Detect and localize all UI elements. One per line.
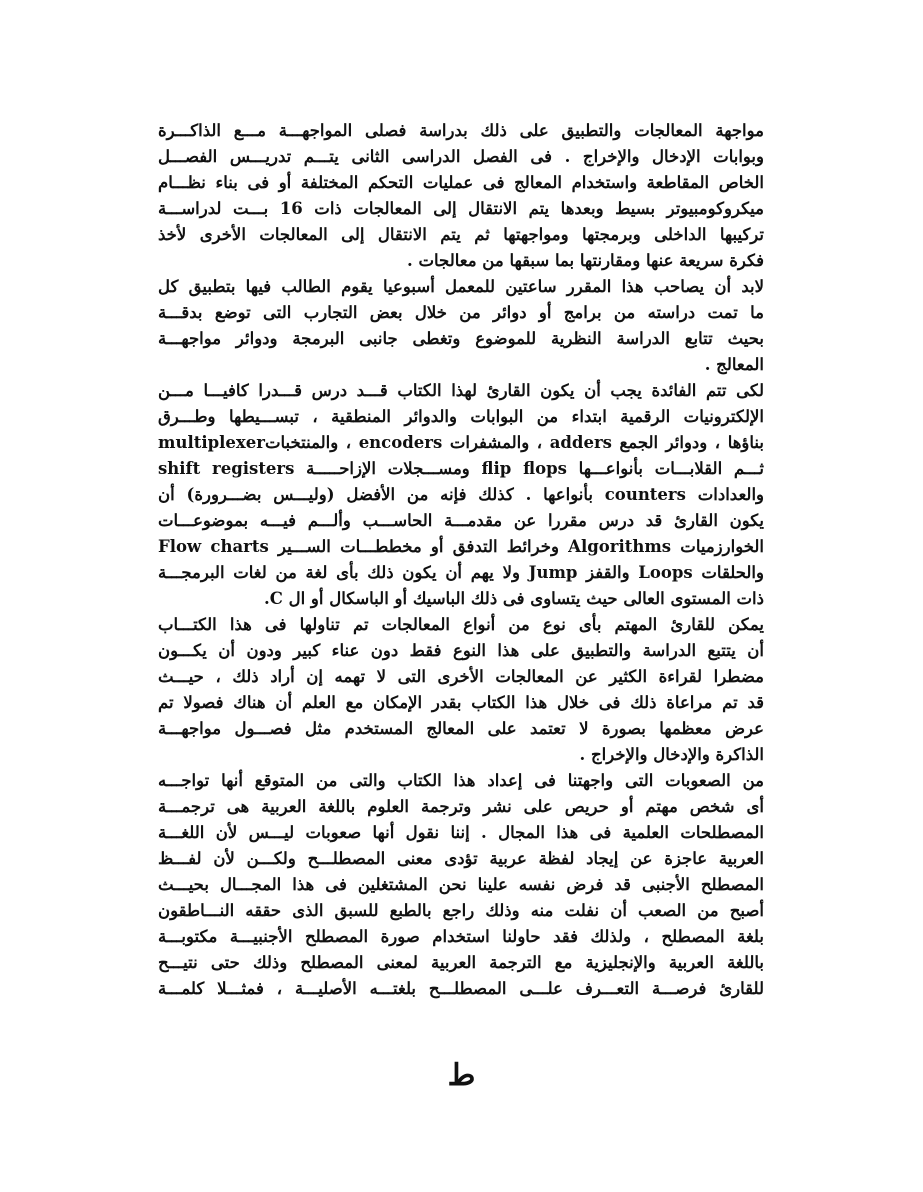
- text-line: المعالج .: [704, 355, 764, 374]
- text-line: الخوارزميات Algorithms وخرائط التدفق أو مخططـــات الســـير Flow charts: [158, 537, 764, 556]
- text-line: أى شخص مهتم أو حريص على نشر وترجمة العلوم باللغة العربية هى ترجمـــة: [158, 797, 764, 816]
- text-line: مواجهة المعالجات والتطبيق على ذلك بدراسة فصلى المواجهـــة مـــع الذاكـــرة: [158, 121, 764, 140]
- text-line: للقارئ فرصـــة التعـــرف علـــى المصطلـــح بلغتـــه الأصليـــة ، فمثـــلا كلمـــة: [158, 979, 764, 998]
- text-line: تركيبها الداخلى وبرمجتها ومواجهتها ثم يتم الانتقال إلى المعالجات الأخرى لأخذ: [158, 225, 764, 244]
- text-line: المصطلح الأجنبى قد فرض نفسه علينا نحن المشتغلين فى هذا المجـــال بحيـــث: [158, 875, 764, 894]
- text-line: ثـــم القلابـــات بأنواعـــها flip flops ومســـجلات الإزاحـــــة shift registers: [158, 459, 764, 478]
- text-line: عرض معظمها بصورة لا تعتمد على المعالج المستخدم مثل فصـــول مواجهـــة: [158, 719, 764, 738]
- text-line: أصبح من الصعب أن نفلت منه وذلك راجع بالطبع للسبق الذى حققه النـــاطقون: [158, 901, 764, 920]
- text-line: فكرة سريعة عنها ومقارنتها بما سبقها من معالجات .: [407, 251, 764, 270]
- text-line: الذاكرة والإدخال والإخراج .: [579, 745, 764, 764]
- page-number: ط: [447, 1058, 476, 1093]
- text-line: ما تمت دراسته من برامج أو دوائر من خلال بعض التجارب التى توضع بدقـــة: [158, 303, 764, 322]
- text-line: لابد أن يصاحب هذا المقرر ساعتين للمعمل أسبوعيا يقوم الطالب فيها بتطبيق كل: [158, 277, 764, 296]
- text-line: لكى تتم الفائدة يجب أن يكون القارئ لهذا الكتاب قـــد درس قـــدرا كافيـــا مـــن: [158, 381, 764, 400]
- text-line: العربية عاجزة عن إيجاد لفظة عربية تؤدى معنى المصطلـــح ولكـــن لأن لفـــظ: [158, 849, 764, 868]
- text-line: الخاص المقاطعة واستخدام المعالج فى عمليات التحكم المختلفة أو فى بناء نظـــام: [158, 173, 764, 192]
- text-line: أن يتتبع الدراسة والتطبيق على هذا النوع فقط دون عناء كبير ودون أن يكـــون: [158, 641, 764, 660]
- text-line: من الصعوبات التى واجهتنا فى إعداد هذا الكتاب والتى من المتوقع أنها تواجـــه: [158, 771, 764, 790]
- text-line: يكون القارئ قد درس مقررا عن مقدمـــة الحاســـب وألـــم فيـــه بموضوعـــات: [158, 511, 764, 530]
- text-line: والحلقات Loops والقفز Jump ولا يهم أن يكون ذلك بأى لغة من لغات البرمجـــة: [158, 563, 764, 582]
- text-line: بناؤها ، ودوائر الجمع adders ، والمشفرات encoders ، والمنتخباتmultiplexer: [158, 433, 764, 452]
- text-line: والعدادات counters بأنواعها . كذلك فإنه من الأفضل (وليـــس بضـــرورة) أن: [158, 485, 764, 504]
- text-line: باللغة العربية والإنجليزية مع الترجمة العربية لمعنى المصطلح وذلك حتى نتيـــح: [158, 953, 764, 972]
- body-text: [158, 118, 764, 1002]
- text-line: المصطلحات العلمية فى هذا المجال . إننا نقول أنها صعوبات ليـــس لأن اللغـــة: [158, 823, 764, 842]
- text-line: قد تم مراعاة ذلك فى خلال هذا الكتاب بقدر الإمكان مع العلم أن هناك فصولا تم: [158, 693, 764, 712]
- text-line: ميكروكومبيوتر بسيط وبعدها يتم الانتقال إلى المعالجات ذات 16 بـــت لدراســـة: [158, 199, 764, 218]
- text-line: بلغة المصطلح ، ولذلك فقد حاولنا استخدام صورة المصطلح الأجنبيـــة مكتوبـــة: [158, 927, 764, 946]
- text-line: وبوابات الإدخال والإخراج . فى الفصل الدراسى الثانى يتـــم تدريـــس الفصـــل: [158, 147, 764, 166]
- text-line: ذات المستوى العالى حيث يتساوى فى ذلك الباسيك أو الباسكال أو ال C.: [263, 589, 764, 608]
- text-line: بحيث تتابع الدراسة النظرية للموضوع وتغطى جانبى البرمجة ودوائر مواجهـــة: [158, 329, 764, 348]
- text-line: مضطرا لقراءة الكثير عن المعالجات الأخرى التى لا تهمه إن أراد ذلك ، حيـــث: [158, 667, 764, 686]
- text-line: الإلكترونيات الرقمية ابتداء من البوابات والدوائر المنطقية ، تبســـيطها وطـــرق: [158, 407, 764, 426]
- text-line: يمكن للقارئ المهتم بأى نوع من أنواع المعالجات تم تناولها فى هذا الكتـــاب: [158, 615, 764, 634]
